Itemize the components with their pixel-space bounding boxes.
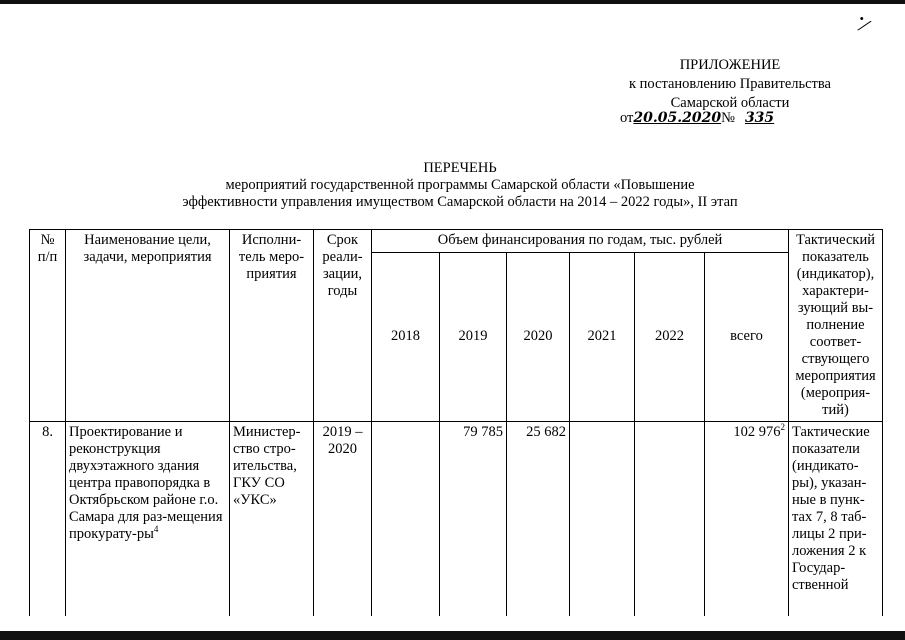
year-2022: 2022 [635,252,705,421]
year-2021: 2021 [570,252,635,421]
decree-prefix: от [620,110,634,126]
header-name: Наименование цели, задачи, мероприятия [66,230,230,422]
header-indicator: Тактический показатель (индикатор), характери-зующий вы-полнение соответ-ствующего мероприятия (мероприя-тий) [789,230,883,422]
handwritten-mark: ˙⁄ [852,12,870,38]
year-2020: 2020 [507,252,570,421]
measures-table [29,229,883,616]
row-total: 102 976 [733,424,781,440]
title-line-1: ПЕРЕЧЕНЬ [423,160,497,176]
top-scan-border [0,0,905,4]
row-2019: 79 785 [440,422,507,617]
appendix-header [600,56,860,113]
table-row [30,422,883,617]
appendix-line-3: Самарской области [670,95,790,111]
row-name: Проектирование и реконструкция двухэтажного здания центра правопорядка в Октябрьском районе г.о. Самара для раз-мещения прокурату-ры [69,424,223,542]
year-total: всего [705,252,789,421]
row-2021 [570,422,635,617]
decree-number-label: № [721,110,735,126]
row-2020: 25 682 [507,422,570,617]
decree-number: 335 [744,110,775,126]
year-2018: 2018 [372,252,440,421]
row-2022 [635,422,705,617]
appendix-title: ПРИЛОЖЕНИЕ [679,57,781,73]
header-term: Срок реали-зации, годы [314,230,372,422]
row-executor: Министер-ство стро-ительства, ГКУ СО «УКС» [230,422,314,617]
row-term: 2019 – 2020 [314,422,372,617]
document-title [100,160,820,211]
year-2019: 2019 [440,252,507,421]
header-executor: Исполни-тель меро-приятия [230,230,314,422]
row-indicator: Тактические показатели (индикато-ры), указан-ные в пунк-тах 7, 8 таб-лицы 2 при-ложения 2 к Государ-ственной [789,422,883,617]
row-name-footnote: 4 [153,524,159,535]
appendix-line-2: к постановлению Правительства [629,76,831,92]
row-total-cell [705,422,789,617]
row-2018 [372,422,440,617]
header-funding: Объем финансирования по годам, тыс. рублей [372,230,789,253]
decree-reference [620,109,840,128]
title-line-2: мероприятий государственной программы Самарской области «Повышение [225,177,695,193]
bottom-scan-border [0,631,905,640]
decree-date: 20.05.2020 [633,110,722,126]
header-num: № п/п [30,230,66,422]
row-name-cell [66,422,230,617]
row-num: 8. [30,422,66,617]
title-line-3: эффективности управления имуществом Самарской области на 2014 – 2022 годы», II этап [182,194,738,210]
row-total-footnote: 2 [780,422,785,433]
